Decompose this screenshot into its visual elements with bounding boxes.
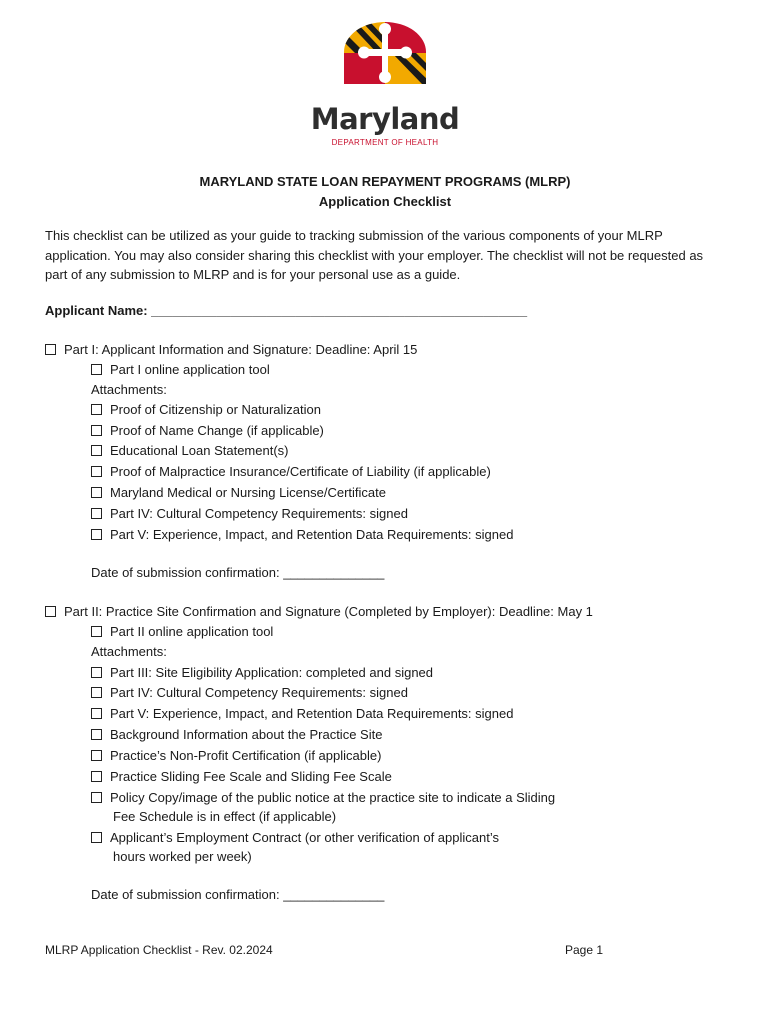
- checkbox[interactable]: [91, 708, 102, 719]
- part2-date-field[interactable]: Date of submission confirmation: ______________: [91, 887, 385, 902]
- part2-attachments-label: Attachments:: [91, 644, 167, 659]
- checkbox[interactable]: [91, 750, 102, 761]
- logo-wordmark: Maryland: [310, 102, 460, 136]
- attachment-label: Proof of Citizenship or Naturalization: [110, 402, 321, 417]
- part2-attachment-item[interactable]: [91, 683, 408, 703]
- part2-online-tool-item[interactable]: [91, 622, 273, 642]
- attachment-label: Practice’s Non-Profit Certification (if applicable): [110, 748, 382, 763]
- attachment-label: Part III: Site Eligibility Application: completed and signed: [110, 665, 434, 680]
- part1-attachment-item[interactable]: [91, 483, 386, 503]
- checkbox[interactable]: [45, 344, 56, 355]
- checkbox[interactable]: [91, 425, 102, 436]
- part1-attachment-item[interactable]: [91, 441, 289, 461]
- part1-attachments-label: Attachments:: [91, 382, 167, 397]
- part2-heading-item[interactable]: [45, 602, 593, 622]
- checkbox[interactable]: [91, 404, 102, 415]
- attachment-continuation: Fee Schedule is in effect (if applicable): [113, 809, 337, 824]
- checkbox[interactable]: [91, 626, 102, 637]
- applicant-name-field[interactable]: Applicant Name: ____________________________________________________: [45, 303, 528, 318]
- attachment-label: Educational Loan Statement(s): [110, 443, 289, 458]
- part1-heading-item[interactable]: [45, 340, 417, 360]
- part1-date-field[interactable]: Date of submission confirmation: ______________: [91, 565, 385, 580]
- attachment-label: Applicant’s Employment Contract (or other verification of applicant’s: [110, 830, 499, 845]
- footer-revision: MLRP Application Checklist - Rev. 02.2024: [45, 943, 273, 957]
- part1-attachment-item[interactable]: [91, 421, 324, 441]
- logo-subtitle: DEPARTMENT OF HEALTH: [331, 138, 439, 147]
- part1-heading: Part I: Applicant Information and Signature: Deadline: April 15: [64, 342, 418, 357]
- checkbox[interactable]: [91, 364, 102, 375]
- part2-attachment-item[interactable]: [91, 725, 382, 745]
- checkbox[interactable]: [91, 832, 102, 843]
- attachment-label: Proof of Malpractice Insurance/Certificate of Liability (if applicable): [110, 464, 491, 479]
- attachment-label: Background Information about the Practice Site: [110, 727, 383, 742]
- part2-attachment-item[interactable]: [91, 704, 513, 724]
- title-line-1: MARYLAND STATE LOAN REPAYMENT PROGRAMS (MLRP): [199, 174, 571, 189]
- part1-online-tool-item[interactable]: [91, 360, 270, 380]
- maryland-logo: [310, 20, 460, 147]
- intro-paragraph: This checklist can be utilized as your guide to tracking submission of the various components of your MLRP application. You may also consider sharing this checklist with your employer. The checklist will not be requested as part of any submission to MLRP and is for your personal use as a guide.: [45, 228, 704, 282]
- part1-attachment-item[interactable]: [91, 462, 491, 482]
- checkbox[interactable]: [91, 529, 102, 540]
- part1-attachment-item[interactable]: [91, 400, 321, 420]
- part2-attachment-item[interactable]: [91, 663, 433, 683]
- checkbox[interactable]: [91, 792, 102, 803]
- part2-online-tool-label: Part II online application tool: [110, 624, 274, 639]
- attachment-label: Practice Sliding Fee Scale and Sliding Fee Scale: [110, 769, 392, 784]
- attachment-label: Part V: Experience, Impact, and Retention Data Requirements: signed: [110, 706, 514, 721]
- part2-attachment-item[interactable]: [91, 788, 555, 808]
- maryland-flag-emblem-icon: [342, 22, 428, 84]
- checkbox[interactable]: [91, 771, 102, 782]
- document-title: [0, 172, 770, 212]
- part2-attachment-item[interactable]: [91, 746, 381, 766]
- title-line-2: Application Checklist: [318, 194, 452, 209]
- checkbox[interactable]: [91, 466, 102, 477]
- part1-attachment-item[interactable]: [91, 504, 408, 524]
- checkbox[interactable]: [91, 445, 102, 456]
- footer-page-number: Page 1: [565, 943, 604, 957]
- checkbox[interactable]: [91, 667, 102, 678]
- attachment-continuation: hours worked per week): [113, 849, 252, 864]
- part2-heading: Part II: Practice Site Confirmation and Signature (Completed by Employer): Deadline: May 1: [64, 604, 593, 619]
- part2-attachment-item[interactable]: [91, 828, 499, 848]
- attachment-label: Policy Copy/image of the public notice at the practice site to indicate a Sliding: [110, 790, 556, 805]
- checkbox[interactable]: [91, 687, 102, 698]
- attachment-label: Part V: Experience, Impact, and Retention Data Requirements: signed: [110, 527, 514, 542]
- checkbox[interactable]: [45, 606, 56, 617]
- checkbox[interactable]: [91, 729, 102, 740]
- part2-attachment-item[interactable]: [91, 767, 392, 787]
- attachment-label: Proof of Name Change (if applicable): [110, 423, 324, 438]
- checkbox[interactable]: [91, 508, 102, 519]
- checkbox[interactable]: [91, 487, 102, 498]
- attachment-label: Part IV: Cultural Competency Requirements: signed: [110, 506, 408, 521]
- part1-attachment-item[interactable]: [91, 525, 513, 545]
- part1-online-tool-label: Part I online application tool: [110, 362, 270, 377]
- attachment-label: Maryland Medical or Nursing License/Certificate: [110, 485, 387, 500]
- attachment-label: Part IV: Cultural Competency Requirements: signed: [110, 685, 408, 700]
